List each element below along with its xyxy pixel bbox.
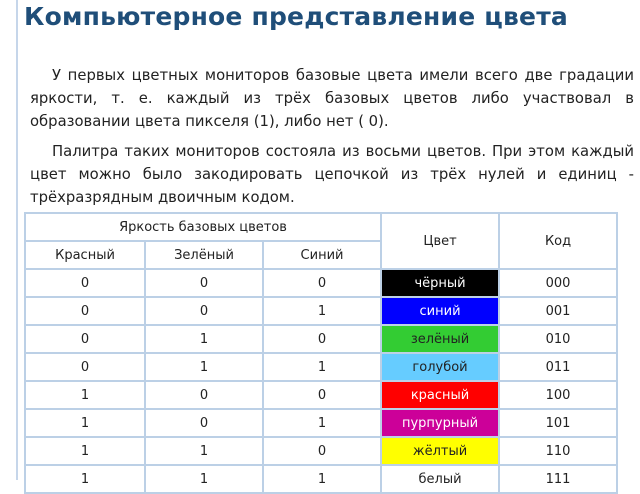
header-code: Код — [499, 213, 617, 269]
table-body — [25, 269, 617, 493]
red-value-cell: 1 — [25, 437, 145, 465]
red-value-cell: 1 — [25, 381, 145, 409]
blue-value-cell: 1 — [263, 297, 381, 325]
red-value-cell: 0 — [25, 353, 145, 381]
red-value-cell: 1 — [25, 465, 145, 493]
blue-value-cell: 1 — [263, 353, 381, 381]
color-name-cell: голубой — [381, 353, 499, 381]
page-title: Компьютерное представление цвета — [24, 2, 568, 31]
binary-code-cell: 001 — [499, 297, 617, 325]
color-name-cell: чёрный — [381, 269, 499, 297]
header-brightness: Яркость базовых цветов — [25, 213, 381, 241]
blue-value-cell: 1 — [263, 409, 381, 437]
header-color: Цвет — [381, 213, 499, 269]
left-accent-rule — [16, 0, 18, 480]
blue-value-cell: 0 — [263, 437, 381, 465]
table-row — [25, 353, 617, 381]
green-value-cell: 0 — [145, 269, 263, 297]
green-value-cell: 1 — [145, 465, 263, 493]
green-value-cell: 1 — [145, 353, 263, 381]
color-name-cell: пурпурный — [381, 409, 499, 437]
green-value-cell: 1 — [145, 437, 263, 465]
header-green: Зелёный — [145, 241, 263, 269]
red-value-cell: 1 — [25, 409, 145, 437]
color-name-cell: жёлтый — [381, 437, 499, 465]
color-palette-table — [24, 212, 618, 494]
red-value-cell: 0 — [25, 269, 145, 297]
binary-code-cell: 011 — [499, 353, 617, 381]
green-value-cell: 0 — [145, 381, 263, 409]
binary-code-cell: 110 — [499, 437, 617, 465]
table-row — [25, 269, 617, 297]
table-row — [25, 465, 617, 493]
red-value-cell: 0 — [25, 325, 145, 353]
table-row — [25, 381, 617, 409]
red-value-cell: 0 — [25, 297, 145, 325]
table-row — [25, 437, 617, 465]
green-value-cell: 0 — [145, 409, 263, 437]
color-name-cell: синий — [381, 297, 499, 325]
green-value-cell: 0 — [145, 297, 263, 325]
color-name-cell: красный — [381, 381, 499, 409]
blue-value-cell: 0 — [263, 381, 381, 409]
table-row — [25, 409, 617, 437]
binary-code-cell: 101 — [499, 409, 617, 437]
color-name-cell: белый — [381, 465, 499, 493]
binary-code-cell: 010 — [499, 325, 617, 353]
blue-value-cell: 0 — [263, 269, 381, 297]
color-name-cell: зелёный — [381, 325, 499, 353]
table-row — [25, 325, 617, 353]
blue-value-cell: 1 — [263, 465, 381, 493]
header-blue: Синий — [263, 241, 381, 269]
paragraph-1: У первых цветных мониторов базовые цвета имели всего две градации яркости, т. е. каждый из трёх базовых цветов либо участвовал в образовании цвета пикселя (1), либо нет ( 0). — [30, 67, 634, 130]
binary-code-cell: 111 — [499, 465, 617, 493]
green-value-cell: 1 — [145, 325, 263, 353]
binary-code-cell: 100 — [499, 381, 617, 409]
table-row — [25, 297, 617, 325]
blue-value-cell: 0 — [263, 325, 381, 353]
paragraph-2: Палитра таких мониторов состояла из восьми цветов. При этом каждый цвет можно было закодировать цепочкой из трёх нулей и единиц - трёхразрядным двоичным кодом. — [30, 143, 634, 206]
header-red: Красный — [25, 241, 145, 269]
binary-code-cell: 000 — [499, 269, 617, 297]
